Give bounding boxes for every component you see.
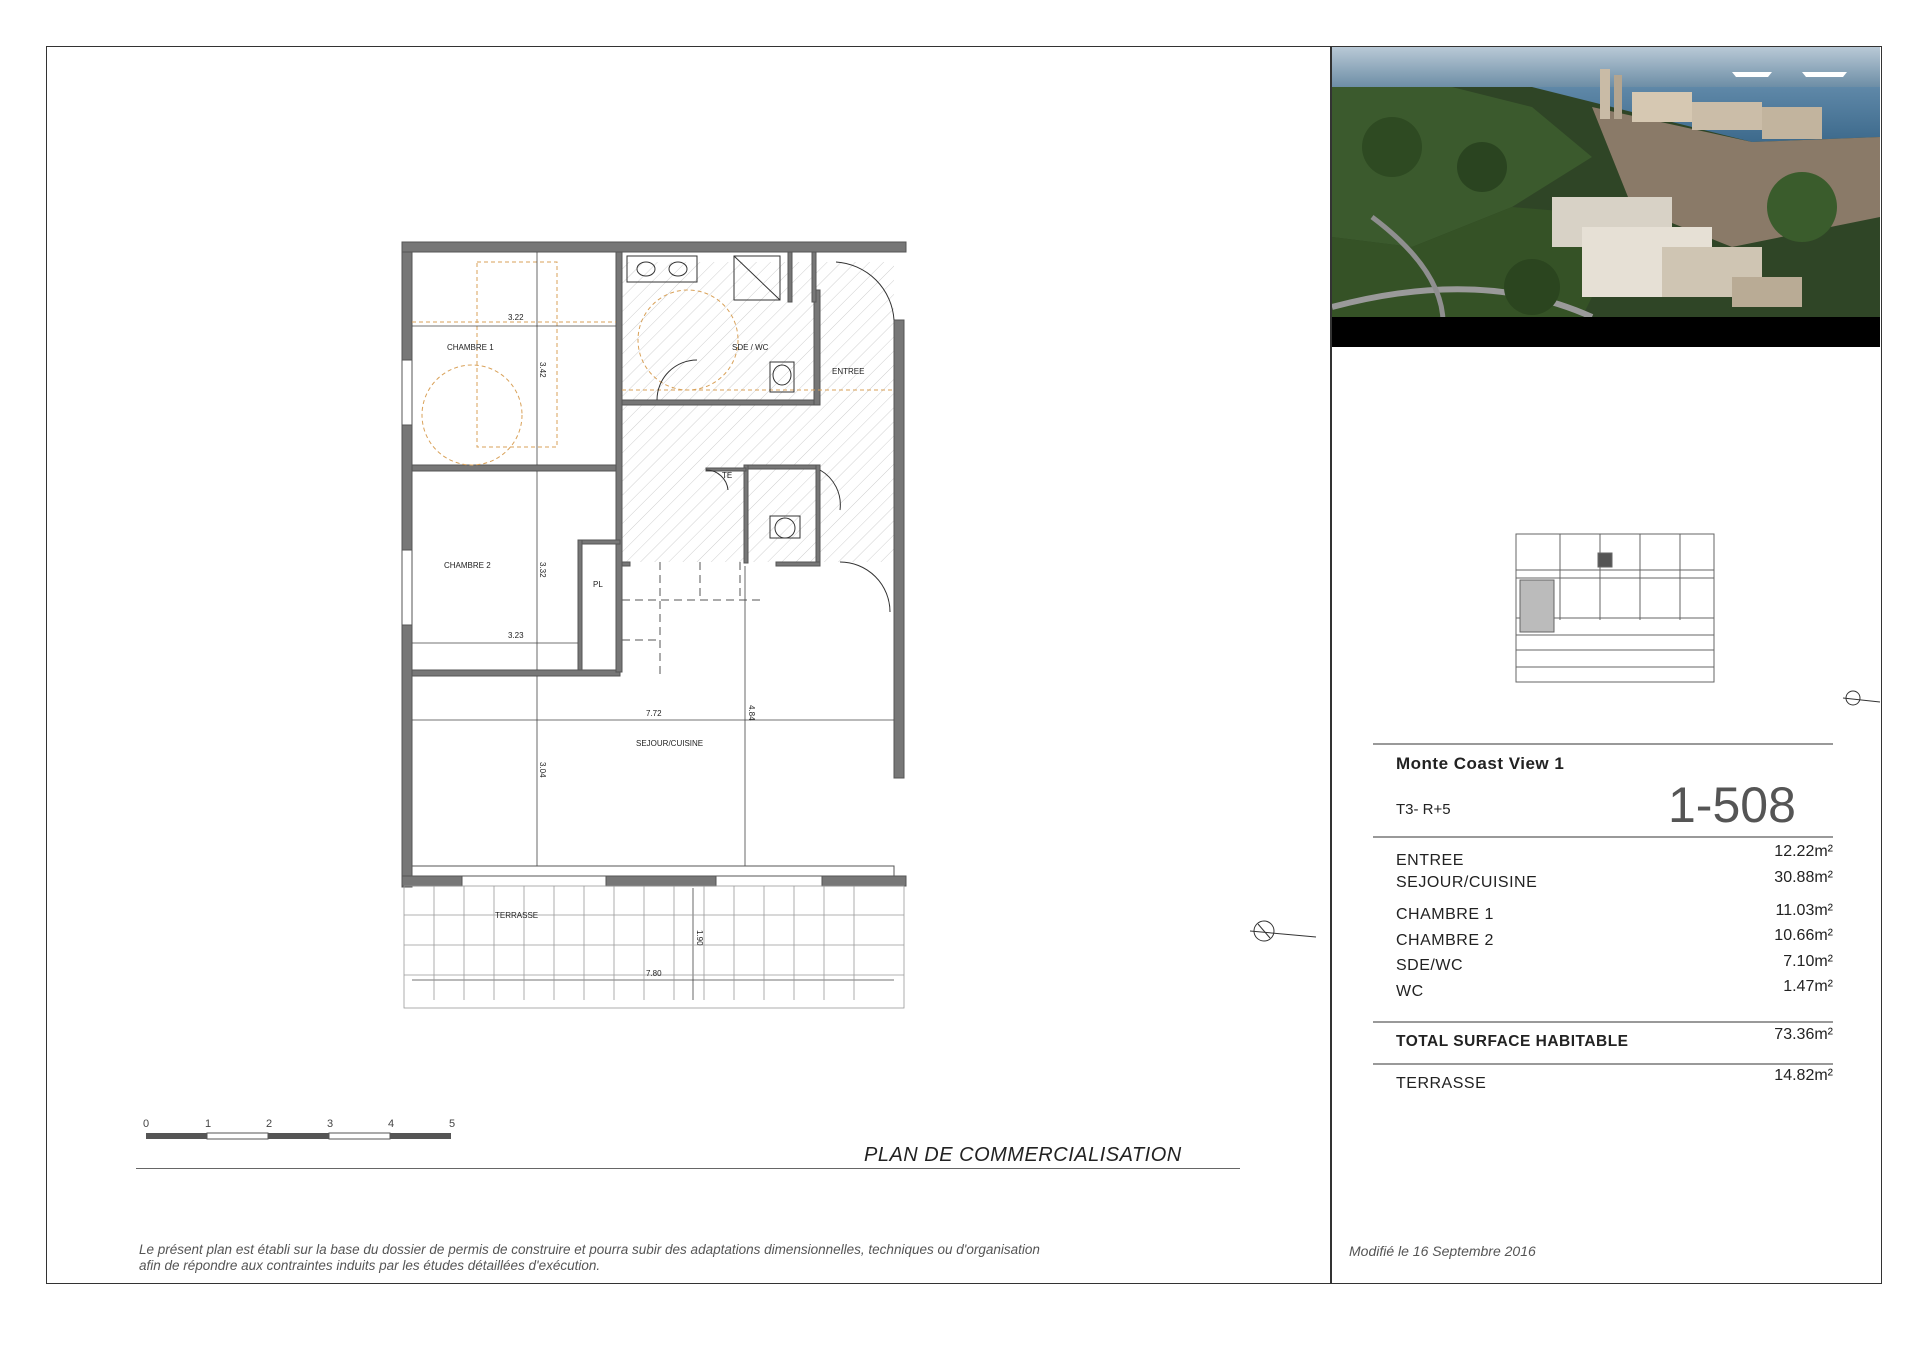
room-area-chambre2: 10.66m²	[1774, 927, 1833, 944]
room-area-chambre1: 11.03m²	[1775, 902, 1833, 919]
dim-terrasse-w: 7.80	[646, 969, 662, 978]
label-chambre2: CHAMBRE 2	[444, 561, 491, 570]
dim-terrasse-h: 1.90	[695, 930, 704, 946]
disclaimer-line-2: afin de répondre aux contraintes induits par les études détaillées d'exécution.	[139, 1258, 601, 1273]
key-plan	[1516, 534, 1714, 682]
north-arrow-small-icon	[1843, 691, 1880, 705]
disclaimer	[139, 1242, 1040, 1274]
room-label-entree: ENTREE	[1396, 852, 1464, 869]
dim-ch1-h: 3.42	[538, 362, 547, 378]
room-area-entree: 12.22m²	[1774, 843, 1833, 860]
scale-2: 2	[266, 1118, 273, 1130]
scale-0: 0	[143, 1118, 150, 1130]
scale-bar	[146, 1131, 456, 1143]
modified-date: Modifié le 16 Septembre 2016	[1349, 1243, 1536, 1259]
room-area-sde: 7.10m²	[1783, 953, 1833, 970]
label-te: TE	[722, 471, 733, 480]
room-area-wc: 1.47m²	[1783, 978, 1833, 995]
plan-title-underline	[136, 1168, 1240, 1169]
scale-4: 4	[388, 1118, 395, 1130]
label-pl: PL	[593, 580, 603, 589]
dim-ch2-h: 3.32	[538, 562, 547, 578]
terrace-area: 14.82m²	[1774, 1067, 1833, 1084]
dim-sejour-w: 7.72	[646, 709, 662, 718]
total-area: 73.36m²	[1774, 1026, 1833, 1043]
dim-sejour-h2: 3.04	[538, 762, 547, 778]
disclaimer-line-1: Le présent plan est établi sur la base du dossier de permis de construire et pourra subir des adaptations dimensionnelles, techniques ou d'organisation	[139, 1242, 1040, 1257]
dim-ch2-w: 3.23	[508, 631, 524, 640]
dim-ch1-w: 3.22	[508, 313, 524, 322]
label-sde: SDE / WC	[732, 343, 769, 352]
label-terrasse: TERRASSE	[495, 911, 539, 920]
terrace-grid	[404, 886, 904, 1008]
dim-sejour-h1: 4.84	[747, 705, 756, 721]
terrace-label: TERRASSE	[1396, 1075, 1487, 1092]
room-label-sejour: SEJOUR/CUISINE	[1396, 874, 1538, 891]
lot-number: 1-508	[1668, 777, 1796, 833]
info-header-line	[1373, 836, 1833, 838]
total-label: TOTAL SURFACE HABITABLE	[1396, 1033, 1629, 1050]
room-label-wc: WC	[1396, 983, 1424, 1000]
room-label-chambre2: CHAMBRE 2	[1396, 932, 1494, 949]
info-total-bottom-line	[1373, 1063, 1833, 1065]
room-label-chambre1: CHAMBRE 1	[1396, 906, 1494, 923]
room-label-sde: SDE/WC	[1396, 957, 1463, 974]
scale-1: 1	[205, 1118, 212, 1130]
plan-title: PLAN DE COMMERCIALISATION	[864, 1144, 1182, 1166]
scale-5: 5	[449, 1118, 456, 1130]
room-area-sejour: 30.88m²	[1774, 869, 1833, 886]
project-name: Monte Coast View 1	[1396, 754, 1565, 773]
entree-hatch	[622, 262, 894, 562]
label-entree: ENTREE	[832, 367, 865, 376]
label-chambre1: CHAMBRE 1	[447, 343, 494, 352]
project-type: T3- R+5	[1396, 801, 1451, 818]
north-arrow-icon	[1250, 921, 1316, 941]
info-top-line	[1373, 743, 1833, 745]
info-total-top-line	[1373, 1021, 1833, 1023]
label-sejour: SEJOUR/CUISINE	[636, 739, 704, 748]
scale-3: 3	[327, 1118, 334, 1130]
